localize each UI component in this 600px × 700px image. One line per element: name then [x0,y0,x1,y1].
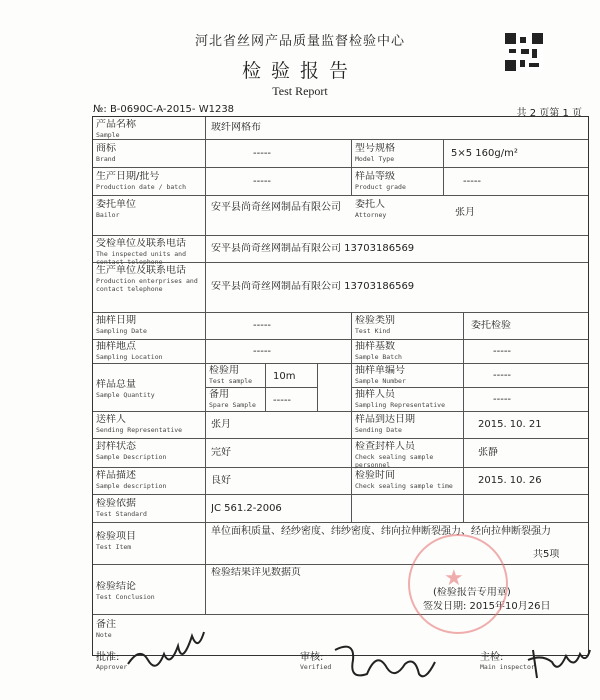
conclusion-label: 检验结论 Test Conclusion [96,581,155,601]
brand-label: 商标 Brand [96,143,116,163]
sender-value: 张月 [211,419,231,430]
test-time-value: 2015. 10. 26 [478,475,542,486]
attorney-value: 张月 [455,207,475,218]
seal-status-value: 完好 [211,447,231,458]
test-item-value: 单位面积质量、经纱密度、纬纱密度、纬向拉伸断裂强力、经向拉伸断裂强力 [211,526,551,537]
production-date-value: ----- [253,176,272,187]
report-number: №: B-0690C-A-2015- W1238 [93,104,235,115]
report-title: 检验报告 [241,60,358,82]
inspected-unit-label: 受检单位及联系电话 The inspected units and contact telephone [96,238,187,266]
sender-label: 送样人 Sending Representative [96,414,183,434]
sampling-rep-value: ----- [493,394,512,405]
sample-quantity-label: 样品总量 Sample Quantity [96,379,155,399]
test-sample-label: 检验用 Test sample [209,365,253,385]
inspected-unit-value: 安平县尚奇丝网制品有限公司 13703186569 [211,243,415,254]
sample-batch-label: 抽样基数 Sample Batch [355,341,402,361]
sample-number-value: ----- [493,370,512,381]
test-kind-label: 检验类别 Test Kind [355,315,395,335]
sampling-date-label: 抽样日期 Sampling Date [96,315,147,335]
sampling-rep-label: 抽样人员 Sampling Representative [355,389,446,409]
sampling-location-value: ----- [253,346,272,357]
spare-sample-value: ----- [273,395,292,406]
grade-label: 样品等级 Product grade [355,171,406,191]
sampling-location-label: 抽样地点 Sampling Location [96,341,163,361]
bailor-value: 安平县尚奇丝网制品有限公司 [211,202,341,213]
sample-description-value: 良好 [211,475,231,486]
report-table [92,116,589,656]
sending-date-label: 样品到达日期 Sending Date [355,414,415,434]
test-standard-label: 检验依据 Test Standard [96,498,147,518]
sample-name-label: 产品名称 Sample [96,119,136,139]
stamp-label: (检验报告专用章) [433,587,511,598]
producer-label: 生产单位及联系电话 Production enterprises and contact telephone [96,265,198,293]
model-label: 型号规格 Model Type [355,143,395,163]
bailor-label: 委托单位 Bailor [96,199,136,219]
sample-name-value: 玻纤网格布 [211,122,261,133]
test-standard-value: JC 561.2-2006 [211,503,282,514]
note-label: 备注 Note [96,619,116,639]
seal-person-value: 张静 [478,447,498,458]
sample-number-label: 抽样单编号 Sample Number [355,365,406,385]
test-item-label: 检验项目 Test Item [96,531,136,551]
grade-value: ----- [463,176,482,187]
seal-status-label: 封样状态 Sample Description [96,441,167,461]
approver-label: 批准: Approver [96,652,128,671]
model-value: 5×5 160g/m² [451,148,518,159]
inspector-label: 主检: Main inspector [480,652,535,671]
seal-person-label: 检查封样人员 Check sealing sample personnel [355,441,434,469]
test-item-count: 共5项 [533,549,560,560]
report-subtitle: Test Report [272,84,328,98]
seal-star-icon: ★ [444,566,464,591]
sampling-date-value: ----- [253,320,272,331]
qr-code-icon [505,33,543,71]
test-kind-value: 委托检验 [471,320,511,331]
brand-value: ----- [253,148,272,159]
org-name: 河北省丝网产品质量监督检验中心 [194,34,405,49]
issue-date: 签发日期: 2015年10月26日 [423,601,551,612]
producer-value: 安平县尚奇丝网制品有限公司 13703186569 [211,281,415,292]
verifier-label: 审核: Verified [300,652,332,671]
spare-sample-label: 备用 Spare Sample [209,389,256,409]
sample-description-label: 样品描述 Sample description [96,470,167,490]
conclusion-value: 检验结果详见数据页 [211,567,301,578]
sample-batch-value: ----- [493,346,512,357]
attorney-label: 委托人 Attorney [355,199,387,219]
test-sample-value: 10m [273,371,296,382]
test-time-label: 检验时间 Check sealing sample time [355,470,453,490]
production-date-label: 生产日期/批号 Production date / batch [96,171,187,191]
page-count: 共 2 页第 1 页 [516,108,582,119]
sending-date-value: 2015. 10. 21 [478,419,542,430]
